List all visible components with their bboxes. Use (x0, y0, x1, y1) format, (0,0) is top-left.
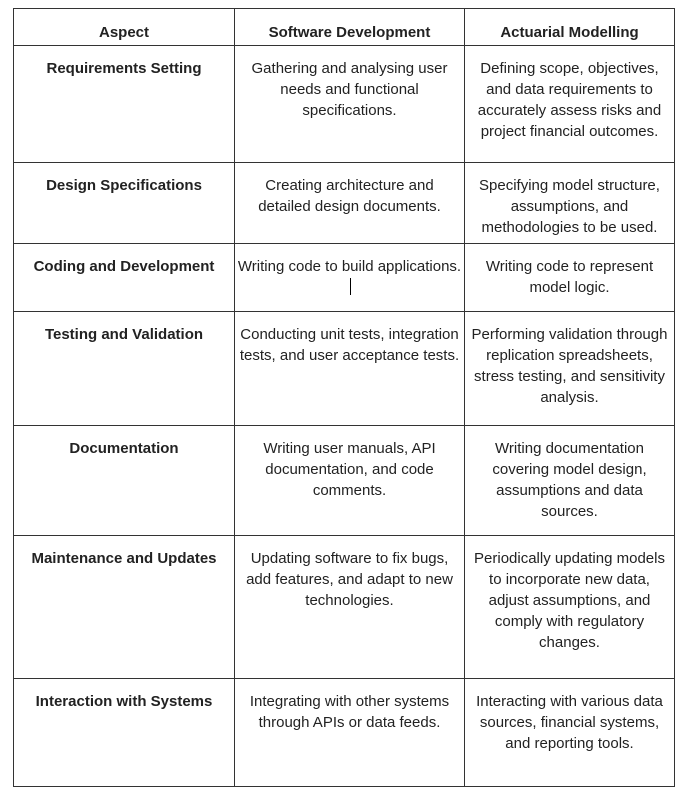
software-cell[interactable]: Writing user manuals, API documentation, and code comments. (235, 426, 465, 536)
table-row (14, 244, 675, 312)
aspect-cell[interactable]: Coding and Development (14, 244, 235, 312)
actuarial-cell[interactable]: Writing documentation covering model design, assumptions and data sources. (465, 426, 675, 536)
header-software-development[interactable]: Software Development (235, 9, 465, 46)
header-row (14, 9, 675, 46)
aspect-cell[interactable]: Documentation (14, 426, 235, 536)
software-cell[interactable]: Integrating with other systems through APIs or data feeds. (235, 679, 465, 787)
aspect-cell[interactable]: Interaction with Systems (14, 679, 235, 787)
aspect-cell[interactable]: Design Specifications (14, 163, 235, 244)
comparison-table (13, 8, 675, 787)
aspect-cell[interactable]: Testing and Validation (14, 312, 235, 426)
software-cell[interactable]: Creating architecture and detailed design documents. (235, 163, 465, 244)
aspect-cell[interactable]: Maintenance and Updates (14, 536, 235, 679)
header-actuarial-modelling[interactable]: Actuarial Modelling (465, 9, 675, 46)
software-cell[interactable]: Updating software to fix bugs, add features, and adapt to new technologies. (235, 536, 465, 679)
actuarial-cell[interactable]: Interacting with various data sources, financial systems, and reporting tools. (465, 679, 675, 787)
actuarial-cell[interactable]: Performing validation through replication spreadsheets, stress testing, and sensitivity analysis. (465, 312, 675, 426)
software-cell-editing[interactable] (235, 244, 465, 312)
actuarial-cell[interactable]: Periodically updating models to incorporate new data, adjust assumptions, and comply with regulatory changes. (465, 536, 675, 679)
actuarial-cell[interactable]: Writing code to represent model logic. (465, 244, 675, 312)
table-row (14, 312, 675, 426)
table-row (14, 426, 675, 536)
software-cell-text: Writing code to build applications. (237, 258, 462, 275)
aspect-cell[interactable]: Requirements Setting (14, 46, 235, 163)
table-row (14, 46, 675, 163)
software-cell[interactable]: Gathering and analysing user needs and functional specifications. (235, 46, 465, 163)
text-cursor (350, 278, 351, 295)
header-aspect[interactable]: Aspect (14, 9, 235, 46)
table-row (14, 536, 675, 679)
table-row (14, 679, 675, 787)
table-row (14, 163, 675, 244)
actuarial-cell[interactable]: Defining scope, objectives, and data requirements to accurately assess risks and project financial outcomes. (465, 46, 675, 163)
software-cell[interactable]: Conducting unit tests, integration tests, and user acceptance tests. (235, 312, 465, 426)
actuarial-cell[interactable]: Specifying model structure, assumptions, and methodologies to be used. (465, 163, 675, 244)
